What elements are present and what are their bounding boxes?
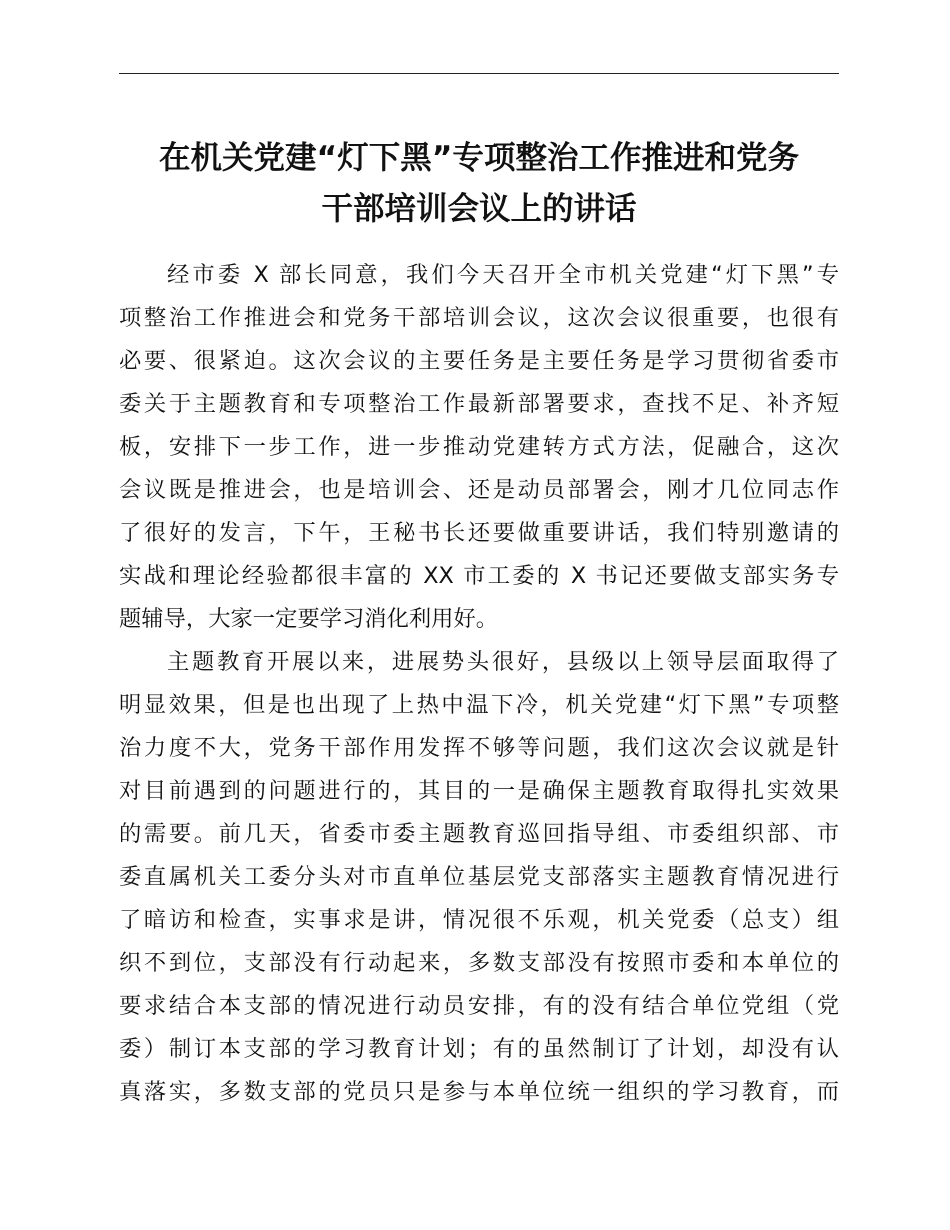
text-line: 经市委 X 部长同意，我们今天召开全市机关党建“灯下黑”专: [167, 262, 839, 288]
text-line: 明显效果，但是也出现了上热中温下冷，机关党建“灯下黑”专项整: [119, 692, 839, 718]
document-title: [119, 133, 839, 235]
title-line: 干部培训会议上的讲话: [321, 191, 637, 227]
text-line: 对目前遇到的问题进行的，其目的一是确保主题教育取得扎实效果: [119, 778, 839, 804]
text-line: 的需要。前几天，省委市委主题教育巡回指导组、市委组织部、市: [119, 821, 839, 847]
text-line: 委直属机关工委分头对市直单位基层党支部落实主题教育情况进行: [119, 864, 839, 890]
text-line: 了暗访和检查，实事求是讲，情况很不乐观，机关党委（总支）组: [119, 907, 839, 933]
paragraph-1: [119, 254, 839, 641]
text-line: 板，安排下一步工作，进一步推动党建转方式方法，促融合，这次: [119, 434, 839, 460]
text-line: 主题教育开展以来，进展势头很好，县级以上领导层面取得了: [167, 649, 839, 675]
text-line: 委）制订本支部的学习教育计划；有的虽然制订了计划，却没有认: [119, 1036, 839, 1062]
text-line: 织不到位，支部没有行动起来，多数支部没有按照市委和本单位的: [119, 950, 839, 976]
text-line: 实战和理论经验都很丰富的 XX 市工委的 X 书记还要做支部实务专: [119, 563, 839, 589]
text-line: 真落实，多数支部的党员只是参与本单位统一组织的学习教育，而: [119, 1079, 839, 1105]
text-line: 题辅导，大家一定要学习消化利用好。: [119, 606, 499, 632]
text-line: 委关于主题教育和专项整治工作最新部署要求，查找不足、补齐短: [119, 391, 839, 417]
text-line: 要求结合本支部的情况进行动员安排，有的没有结合单位党组（党: [119, 993, 839, 1019]
document-body: [119, 254, 839, 1114]
header-rule: [119, 73, 839, 74]
text-line: 项整治工作推进会和党务干部培训会议，这次会议很重要，也很有: [119, 305, 839, 331]
title-line: 在机关党建“灯下黑”专项整治工作推进和党务: [159, 140, 799, 176]
text-line: 会议既是推进会，也是培训会、还是动员部署会，刚才几位同志作: [119, 477, 839, 503]
paragraph-2: [119, 641, 839, 1114]
text-line: 治力度不大，党务干部作用发挥不够等问题，我们这次会议就是针: [119, 735, 839, 761]
text-line: 必要、很紧迫。这次会议的主要任务是主要任务是学习贯彻省委市: [119, 348, 839, 374]
text-line: 了很好的发言，下午，王秘书长还要做重要讲话，我们特别邀请的: [119, 520, 839, 546]
